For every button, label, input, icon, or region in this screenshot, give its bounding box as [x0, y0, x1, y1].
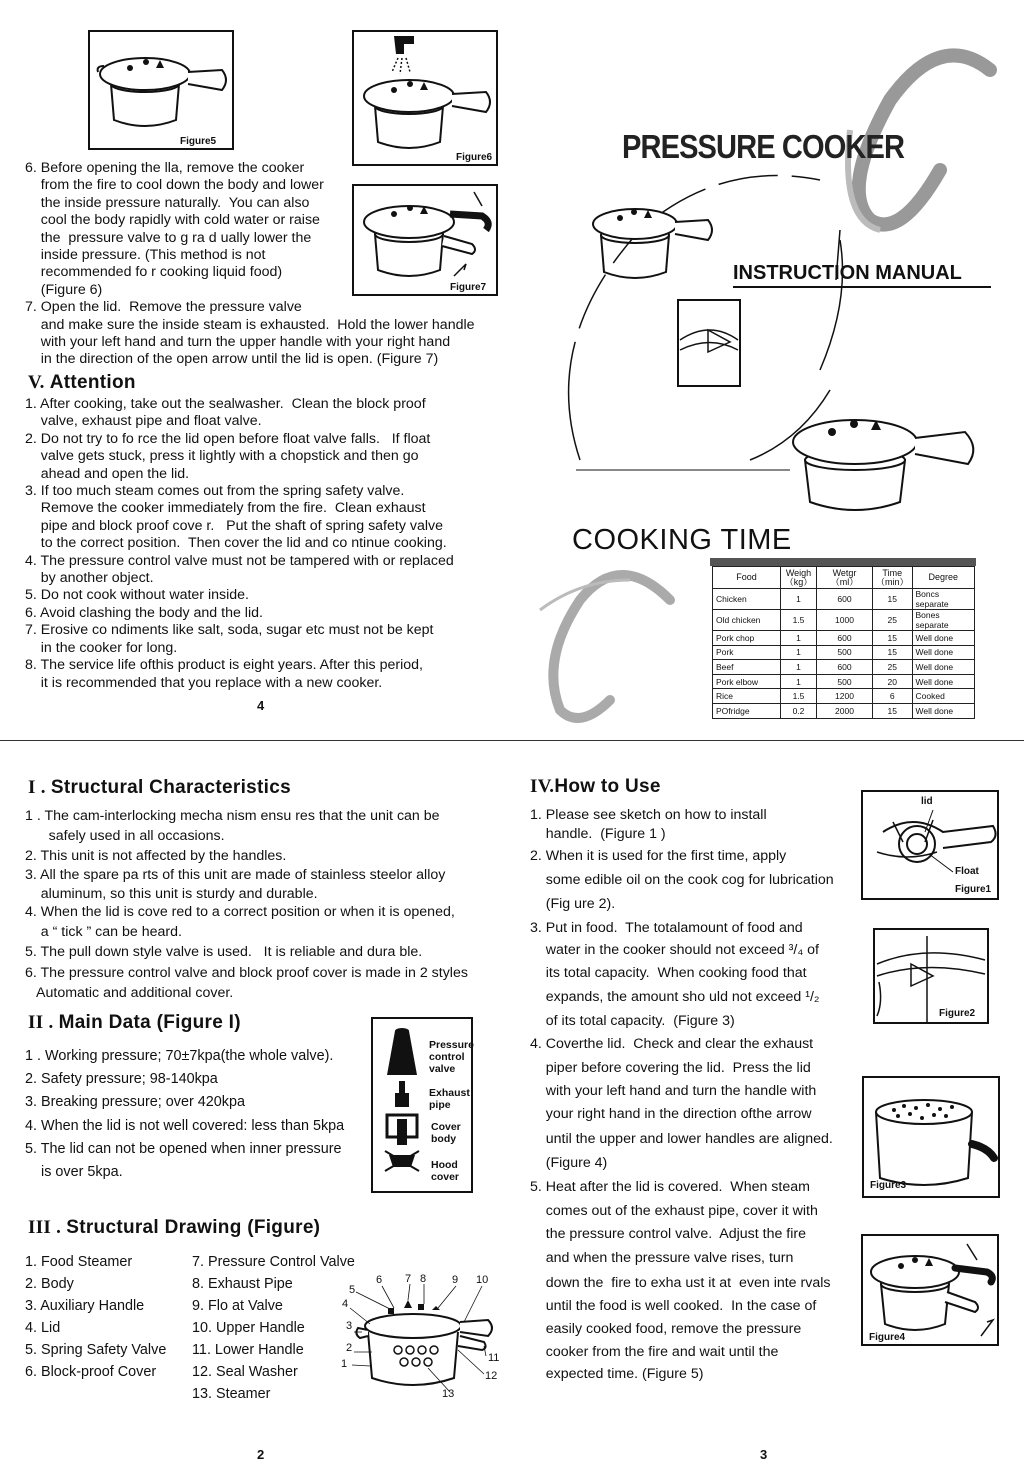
text-line: 2. This unit is not affected by the handles.	[25, 848, 287, 864]
table-cell: 1.5	[781, 689, 817, 704]
table-cell: 1	[781, 674, 817, 689]
table-cell: 600	[817, 660, 873, 675]
table-cell: Old chicken	[713, 610, 781, 631]
text-line: Remove the cooker immediately from the fire. Clean exhaust	[25, 500, 426, 517]
table-cell: 25	[873, 610, 913, 631]
text-line: 7. Erosive co ndiments like salt, soda, sugar etc must not be kept	[25, 622, 434, 639]
figure-2	[873, 928, 989, 1024]
table-row	[713, 689, 975, 704]
table-row	[713, 674, 975, 689]
cover-subtitle: INSTRUCTION MANUAL	[733, 262, 962, 284]
table-cell: 15	[873, 631, 913, 646]
food-fill-illustration	[864, 1078, 998, 1196]
drawing-number: 6	[376, 1274, 383, 1286]
section-title: Structural Drawing (Figure)	[66, 1217, 321, 1238]
table-cell: Cooked	[912, 689, 974, 704]
table-cell: 20	[873, 674, 913, 689]
table-cell: 600	[817, 631, 873, 646]
page-number: 3	[760, 1447, 768, 1462]
part-item: 9. Flo at Valve	[192, 1298, 283, 1314]
text-line: (Figure 6)	[25, 281, 103, 298]
section-title: Structural Characteristics	[50, 777, 291, 798]
text-line: and when the pressure valve rises, turn	[530, 1250, 794, 1266]
drawing-number: 11	[488, 1352, 500, 1364]
part-item: 7. Pressure Control Valve	[192, 1254, 355, 1270]
text-line: 7. Open the lid. Remove the pressure valve	[25, 299, 302, 316]
text-line: 4. When the lid is cove red to a correct position or when it is opened,	[25, 904, 455, 920]
table-cell: 0.2	[781, 703, 817, 718]
figure-1-caption: Figure1	[955, 884, 992, 895]
text-line: 3. Breaking pressure; over 420kpa	[25, 1094, 245, 1111]
text-line: 5. The pull down style valve is used. It is reliable and dura ble.	[25, 944, 423, 960]
text-line: 4. Coverthe lid. Check and clear the exhaust	[530, 1036, 814, 1052]
part-item: 13. Steamer	[192, 1386, 271, 1402]
table-header: Wetgr （ml）	[817, 567, 873, 589]
text-line: (Fig ure 2).	[530, 896, 616, 912]
handle-install-illustration	[863, 792, 997, 898]
text-line: in the cooker for long.	[25, 639, 178, 656]
text-line: your right hand in the direction ofthe arrow	[530, 1106, 812, 1122]
text-line: it is recommended that you replace with a new cooker.	[25, 674, 383, 691]
figure-7-caption: Figure7	[450, 282, 487, 293]
label-cover-body: Cover body	[431, 1121, 461, 1145]
text-line: comes out of the exhaust pipe, cover it with	[530, 1203, 818, 1219]
figure-4-caption: Figure4	[869, 1332, 906, 1343]
attention-list	[25, 396, 515, 692]
table-header: Degree	[912, 567, 974, 589]
part-item: 5. Spring Safety Valve	[25, 1342, 167, 1358]
text-line: to the correct position. Then cover the lid and co ntinue cooking.	[25, 535, 447, 552]
figure-5-caption: Figure5	[180, 136, 217, 147]
text-line: 5. Heat after the lid is covered. When steam	[530, 1179, 810, 1195]
text-line: from the fire to cool down the body and lower	[25, 177, 324, 194]
text-line: is over 5kpa.	[25, 1164, 123, 1181]
part-item: 2. Body	[25, 1276, 74, 1292]
figure-1-lid-label: lid	[921, 796, 933, 807]
label-exhaust-pipe: Exhaust pipe	[429, 1087, 470, 1111]
table-row	[713, 631, 975, 646]
drawing-number: 8	[420, 1273, 427, 1285]
section-heading-main-data	[28, 1012, 241, 1034]
text-line: 6. Avoid clashing the body and the lid.	[25, 604, 263, 621]
text-line: safely used in all occasions.	[25, 828, 225, 844]
table-row	[713, 645, 975, 660]
drawing-number: 2	[346, 1342, 353, 1354]
section-heading-attention	[28, 372, 136, 394]
table-cell: Boncs separate	[912, 589, 974, 610]
subtitle-underline	[733, 286, 991, 288]
table-cell: 2000	[817, 703, 873, 718]
table-cell: 1200	[817, 689, 873, 704]
text-line: 6. The pressure control valve and block proof cover is made in 2 styles	[25, 964, 468, 981]
text-line: valve, exhaust pipe and float valve.	[25, 413, 262, 430]
table-cell: 1	[781, 645, 817, 660]
text-line: aluminum, so this unit is sturdy and durable.	[25, 885, 318, 902]
part-item: 11. Lower Handle	[192, 1342, 304, 1358]
drawing-number: 12	[485, 1370, 498, 1382]
text-line: Automatic and additional cover.	[25, 985, 234, 1001]
drawing-number: 4	[342, 1298, 349, 1310]
table-row	[713, 703, 975, 718]
structural-drawing	[338, 1270, 508, 1400]
text-line: 4. The pressure control valve must not be tampered with or replaced	[25, 552, 454, 569]
part-item: 10. Upper Handle	[192, 1320, 305, 1336]
text-line: 1. After cooking, take out the sealwasher. Clean the block proof	[25, 396, 426, 412]
text-line: easily cooked food, remove the pressure	[530, 1321, 802, 1337]
text-line: (Figure 4)	[530, 1155, 608, 1171]
text-line: handle. (Figure 1 )	[530, 826, 666, 842]
pressure-cooker-illustration	[90, 32, 232, 148]
text-line: the pressure valve to g ra d ually lower the	[25, 229, 312, 246]
section-title: Attention	[49, 372, 136, 393]
drawing-number: 1	[341, 1358, 348, 1370]
table-cell: 600	[817, 589, 873, 610]
structural-characteristics-list	[25, 806, 515, 1004]
section-number: IV.	[530, 776, 555, 797]
text-line: of its total capacity. (Figure 3)	[530, 1013, 735, 1029]
text-line: recommended fo r cooking liquid food)	[25, 264, 283, 281]
text-line: and make sure the inside steam is exhausted. Hold the lower handle	[25, 316, 475, 333]
table-header: Weigh （kg）	[781, 567, 817, 589]
table-header: Time （min）	[873, 567, 913, 589]
text-line: until the food is well cooked. In the case of	[530, 1298, 817, 1314]
text-line: ahead and open the lid.	[25, 465, 190, 482]
text-line: 5. Do not cook without water inside.	[25, 587, 249, 604]
table-cell: 1	[781, 631, 817, 646]
figure-2-caption: Figure2	[939, 1008, 976, 1019]
table-cell: 25	[873, 660, 913, 675]
text-line: 1 . Working pressure; 70±7kpa(the whole valve).	[25, 1048, 334, 1064]
text-line: some edible oil on the cook cog for lubrication	[530, 872, 834, 888]
section-number: I .	[28, 777, 46, 798]
table-cell: Rice	[713, 689, 781, 704]
table-header-row	[713, 567, 975, 589]
text-line: water in the cooker should not exceed ³/₄ of	[530, 942, 819, 958]
how-to-use-list	[530, 806, 870, 1386]
section-number: V.	[28, 372, 45, 393]
table-cell: 15	[873, 703, 913, 718]
figure-4	[861, 1234, 999, 1346]
text-line: with your left hand and turn the upper handle with your right hand	[25, 334, 451, 351]
text-line: in the direction of the open arrow until the lid is open. (Figure 7)	[25, 351, 439, 368]
text-line: the inside pressure naturally. You can also	[25, 194, 310, 211]
text-line: until the upper and lower handles are aligned.	[530, 1131, 833, 1147]
drawing-number: 5	[349, 1284, 356, 1296]
text-line: 3. All the spare pa rts of this unit are made of stainless steelor alloy	[25, 867, 446, 883]
label-pressure-control-valve: Pressure control valve	[429, 1039, 474, 1075]
table-row	[713, 589, 975, 610]
section-title: Main Data (Figure I)	[58, 1012, 241, 1033]
drawing-number: 7	[405, 1273, 412, 1285]
part-item: 1. Food Steamer	[25, 1254, 133, 1270]
text-line: valve gets stuck, press it lightly with a chopstick and then go	[25, 448, 419, 465]
figure-6-caption: Figure6	[456, 152, 493, 163]
table-cell: 6	[873, 689, 913, 704]
table-cell: Bones separate	[912, 610, 974, 631]
table-cell: Well done	[912, 660, 974, 675]
page-divider	[0, 740, 1024, 741]
cooking-time-table-frame	[710, 558, 976, 566]
page-number: 2	[257, 1447, 265, 1462]
text-line: 3. If too much steam comes out from the spring safety valve.	[25, 483, 405, 500]
text-line: cooker from the fire and wait until the	[530, 1344, 779, 1360]
faucet-cooling-illustration	[354, 32, 496, 164]
table-cell: 1	[781, 660, 817, 675]
cooking-time-heading: COOKING TIME	[572, 524, 792, 556]
figure-1	[861, 790, 999, 900]
page-number: 4	[257, 698, 265, 713]
table-cell: 500	[817, 674, 873, 689]
section-heading-structural-characteristics	[28, 777, 291, 799]
text-line: the pressure control valve. Adjust the fire	[530, 1226, 807, 1242]
table-cell: Pork elbow	[713, 674, 781, 689]
table-cell: 1.5	[781, 610, 817, 631]
table-cell: Chicken	[713, 589, 781, 610]
drawing-number: 3	[346, 1320, 353, 1332]
table-cell: 1	[781, 589, 817, 610]
table-cell: 15	[873, 645, 913, 660]
table-header: Food	[713, 567, 781, 589]
label-hood-cover: Hood cover	[431, 1159, 460, 1183]
figure-3	[862, 1076, 1000, 1198]
section-number: II .	[28, 1012, 54, 1033]
cover-title: PRESSURE COOKER	[622, 128, 905, 165]
text-line: 3. Put in food. The totalamount of food and	[530, 920, 803, 936]
text-line: expected time. (Figure 5)	[530, 1366, 704, 1382]
page-4-intro	[25, 160, 505, 369]
text-line: 2. Do not try to fo rce the lid open before float valve falls. If float	[25, 430, 431, 447]
text-line: 4. When the lid is not well covered: less than 5kpa	[25, 1117, 345, 1134]
table-cell: 1000	[817, 610, 873, 631]
table-cell: Well done	[912, 645, 974, 660]
section-number: III .	[28, 1217, 62, 1238]
text-line: 6. Before opening the lla, remove the cooker	[25, 160, 305, 176]
part-item: 12. Seal Washer	[192, 1364, 298, 1380]
part-item: 3. Auxiliary Handle	[25, 1298, 145, 1314]
text-line: cool the body rapidly with cold water or raise	[25, 212, 320, 229]
table-row	[713, 660, 975, 675]
text-line: by another object.	[25, 570, 154, 587]
cooker-cutaway-illustration	[338, 1270, 508, 1400]
table-cell: Pork chop	[713, 631, 781, 646]
drawing-number: 10	[476, 1274, 489, 1286]
part-item: 4. Lid	[25, 1320, 61, 1336]
text-line: its total capacity. When cooking food that	[530, 965, 807, 981]
parts-list-column-2	[192, 1251, 355, 1405]
cooking-time-table	[712, 566, 975, 719]
part-item: 8. Exhaust Pipe	[192, 1276, 293, 1292]
text-line: 2. Safety pressure; 98-140kpa	[25, 1071, 218, 1088]
text-line: 5. The lid can not be opened when inner pressure	[25, 1140, 342, 1157]
section-heading-how-to-use	[530, 776, 661, 798]
table-cell: 15	[873, 589, 913, 610]
table-cell: POfridge	[713, 703, 781, 718]
figure-6	[352, 30, 498, 166]
text-line: piper before covering the lid. Press the lid	[530, 1060, 811, 1076]
valve-figure	[371, 1017, 473, 1193]
text-line: pipe and block proof cove r. Put the shaft of spring safety valve	[25, 517, 443, 534]
figure-5	[88, 30, 234, 150]
parts-list-column-1	[25, 1251, 166, 1383]
table-cell: Pork	[713, 645, 781, 660]
figure-3-caption: Figure3	[870, 1180, 907, 1191]
text-line: 8. The service life ofthis product is eight years. After this period,	[25, 657, 423, 674]
text-line: 1 . The cam-interlocking mecha nism ensu res that the unit can be	[25, 808, 440, 824]
text-line: expands, the amount sho uld not exceed ¹/₂	[530, 989, 820, 1005]
figure-1-float-label: Float	[955, 866, 979, 877]
table-cell: Well done	[912, 703, 974, 718]
table-row	[713, 610, 975, 631]
text-line: inside pressure. (This method is not	[25, 247, 266, 264]
section-title: How to Use	[554, 776, 661, 797]
part-item: 6. Block-proof Cover	[25, 1364, 157, 1380]
text-line: a “ tick ” can be heard.	[25, 923, 182, 940]
section-heading-structural-drawing	[28, 1217, 320, 1239]
table-cell: Well done	[912, 674, 974, 689]
table-cell: Beef	[713, 660, 781, 675]
text-line: with your left hand and turn the handle with	[530, 1083, 817, 1099]
table-cell: Well done	[912, 631, 974, 646]
text-line: 1. Please see sketch on how to install	[530, 807, 767, 823]
drawing-number: 9	[452, 1274, 459, 1286]
drawing-number: 13	[442, 1388, 455, 1400]
cover-lid-illustration	[863, 1236, 997, 1344]
table-cell: 500	[817, 645, 873, 660]
text-line: 2. When it is used for the first time, apply	[530, 848, 787, 864]
main-data-list	[25, 1045, 375, 1184]
text-line: down the fire to exha ust it at even inte rvals	[530, 1275, 831, 1291]
